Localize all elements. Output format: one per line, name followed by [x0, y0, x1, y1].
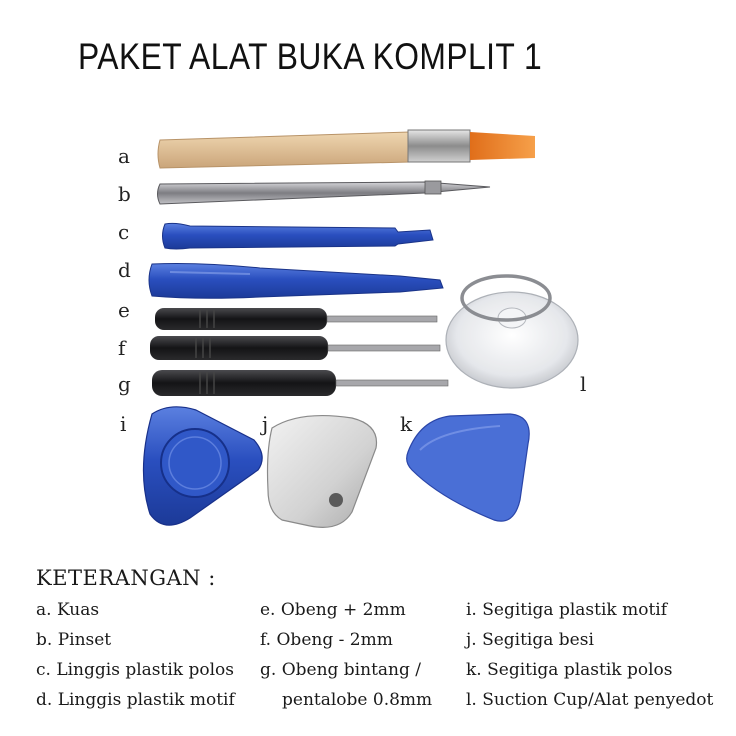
tool-letter-e: e: [118, 298, 130, 322]
legend-item-d: d. Linggis plastik motif: [36, 690, 235, 710]
tool-letter-l: l: [580, 372, 587, 396]
legend-item-b: b. Pinset: [36, 630, 112, 650]
brush-tool: [158, 130, 535, 168]
metal-pick: [268, 416, 377, 528]
legend-item-g: g. Obeng bintang /: [260, 660, 422, 680]
tool-letter-b: b: [118, 182, 131, 206]
tool-letter-j: j: [262, 412, 269, 436]
screwdriver-minus: [150, 336, 440, 360]
tool-letter-g: g: [118, 372, 131, 396]
legend-item-c: c. Linggis plastik polos: [36, 660, 234, 680]
plastic-pick-patterned: [143, 407, 262, 525]
page-title: PAKET ALAT BUKA KOMPLIT 1: [78, 36, 543, 77]
plastic-pry-plain: [163, 223, 434, 249]
screwdriver-pentalobe: [152, 370, 448, 396]
legend-item-i: i. Segitiga plastik motif: [466, 600, 668, 620]
tool-letter-a: a: [118, 144, 130, 168]
tool-letter-d: d: [118, 258, 131, 282]
legend-item-k: k. Segitiga plastik polos: [466, 660, 673, 680]
plastic-pick-plain: [407, 414, 530, 521]
tool-letter-f: f: [118, 336, 126, 360]
suction-cup-tool: [446, 276, 578, 388]
screwdriver-plus: [155, 308, 437, 330]
tool-letter-k: k: [400, 412, 413, 436]
legend-heading: KETERANGAN :: [36, 566, 216, 590]
plastic-pry-patterned: [149, 264, 443, 299]
tool-letter-c: c: [118, 220, 130, 244]
tool-letter-i: i: [120, 412, 127, 436]
legend-item-l: l. Suction Cup/Alat penyedot: [466, 690, 714, 710]
legend-item-j: j. Segitiga besi: [466, 630, 594, 650]
legend-item-e: e. Obeng + 2mm: [260, 600, 406, 620]
tweezers-tool: [158, 181, 491, 204]
legend-item-f: f. Obeng - 2mm: [260, 630, 393, 650]
legend-item-g-cont: pentalobe 0.8mm: [282, 690, 433, 710]
legend-item-a: a. Kuas: [36, 600, 100, 620]
